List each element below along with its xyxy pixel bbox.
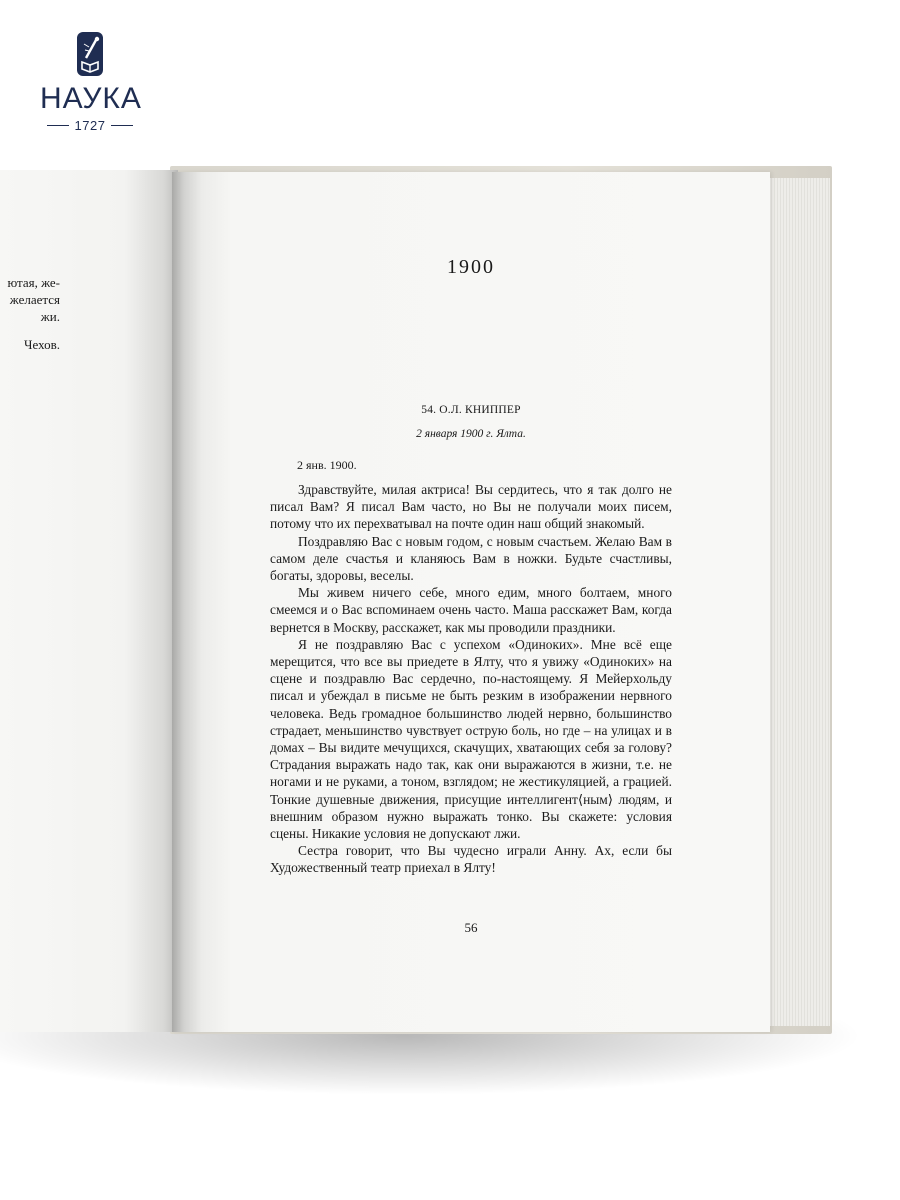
- page-stack-edge: [760, 178, 830, 1026]
- year-heading: 1900: [447, 256, 495, 278]
- paragraph: Я не поздравляю Вас с успехом «Одиноких». Мне всё еще мерещится, что все вы приедете в Ялту, что я увижу «Одиноких» на сцене и поздравлю Вас сердечно, по-настоящему. Я Мейерхольду писал и убеждал в письме не быть резким в изображении нервного человека. Ведь громадное большинство людей нервно, большинство страдает, меньшинство чувствует острую боль, но где – на улицах и в домах – Вы видите мечущихся, скачущих, хватающих себя за голову? Страдания выражать надо так, как они выражаются в жизни, т.е. не ногами и не руками, а тоном, взглядом; не жестикуляцией, а грацией. Тонкие душевные движения, присущие интеллигент⟨ным⟩ людям, и внешним образом нужно выражать тонко. Вы скажете: условия сцены. Никакие условия не допускают лжи.: [270, 636, 672, 842]
- year-divider-right: [111, 125, 133, 127]
- book-emblem-icon: [77, 32, 103, 76]
- letter-body: [270, 481, 672, 877]
- year-divider-left: [47, 125, 69, 127]
- left-line: ютая, же-: [7, 275, 60, 290]
- publisher-logo: [40, 32, 140, 133]
- left-line: желается: [9, 292, 60, 307]
- letter-subtitle: 2 января 1900 г. Ялта.: [416, 428, 526, 440]
- paragraph: Поздравляю Вас с новым годом, с новым счастьем. Желаю Вам в самом деле счастья и кланяюсь Вам в ножки. Будьте счастливы, богаты, здоровы, веселы.: [270, 533, 672, 584]
- paragraph: Здравствуйте, милая актриса! Вы сердитесь, что я так долго не писал Вам? Я писал Вам часто, но Вы не получали моих писем, потому что их перехватывал на почте один наш общий знакомый.: [270, 482, 672, 532]
- left-line: жи.: [40, 309, 60, 324]
- paragraph: Мы живем ничего себе, много едим, много болтаем, много смеемся и о Вас вспоминаем очень часто. Маша расскажет Вам, когда вернется в Москву, расскажет, как мы проводили праздники.: [270, 585, 672, 635]
- publisher-year: 1727: [74, 118, 106, 133]
- publisher-name: НАУКА: [40, 82, 142, 115]
- left-page: [0, 170, 178, 1032]
- letter-title: 54. О.Л. КНИППЕР: [421, 404, 521, 416]
- left-page-text: [0, 274, 60, 353]
- letter-date: 2 янв. 1900.: [297, 458, 357, 472]
- right-page: [172, 172, 770, 1032]
- publisher-year-row: [40, 118, 140, 133]
- page-number: 56: [464, 920, 478, 935]
- paragraph: Сестра говорит, что Вы чудесно играли Анну. Ах, если бы Художественный театр приехал в Ялту!: [270, 843, 672, 876]
- left-signature: Чехов.: [24, 337, 60, 352]
